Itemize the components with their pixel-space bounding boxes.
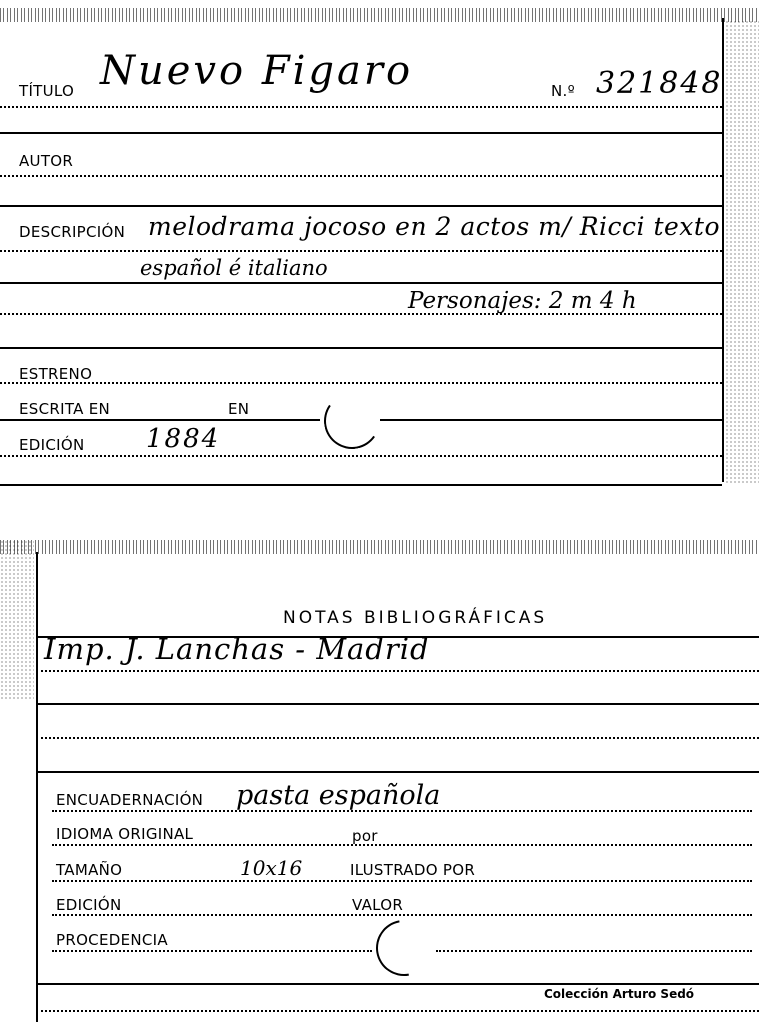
rule: [36, 703, 759, 705]
edicion-value: 1884: [146, 424, 221, 454]
por-label: por: [352, 827, 378, 845]
ilustrado-por-label: ILUSTRADO POR: [350, 861, 476, 879]
rule: [52, 844, 752, 846]
notas-heading: NOTAS BIBLIOGRÁFICAS: [283, 608, 548, 628]
rule: [0, 382, 722, 384]
rule: [52, 880, 752, 882]
descripcion-line-3: Personajes: 2 m 4 h: [408, 288, 637, 314]
notes-line-1: Imp. J. Lanchas - Madrid: [44, 632, 430, 666]
rule: [52, 914, 752, 916]
collection-credit: Colección Arturo Sedó: [544, 987, 695, 1001]
rule: [0, 455, 722, 457]
valor-label: VALOR: [352, 896, 404, 914]
card-border: [36, 552, 38, 1022]
rule: [52, 950, 372, 952]
rule: [36, 670, 759, 672]
rule: [0, 484, 722, 486]
encuadernacion-label: ENCUADERNACIÓN: [56, 791, 204, 809]
descripcion-line-2: español é italiano: [140, 256, 328, 280]
rule: [380, 419, 722, 421]
autor-label: AUTOR: [19, 152, 74, 170]
tamano-value: 10x16: [240, 856, 303, 880]
rule: [0, 282, 722, 284]
estreno-label: ESTRENO: [19, 365, 93, 383]
descripcion-line-1: melodrama jocoso en 2 actos m/ Ricci texto: [148, 212, 721, 241]
rule: [0, 205, 722, 207]
rule: [0, 175, 722, 177]
punch-hole: [365, 909, 443, 987]
escrita-en-en-label: EN: [228, 400, 250, 418]
rule: [0, 347, 722, 349]
card-edge: [0, 540, 759, 554]
rule: [0, 419, 320, 421]
edicion-back-label: EDICIÓN: [56, 896, 122, 914]
rule: [0, 313, 722, 315]
catalog-card-back: [0, 540, 759, 1028]
card-edge: [0, 8, 759, 22]
rule: [36, 737, 759, 739]
rule: [36, 771, 759, 773]
encuadernacion-value: pasta española: [236, 780, 441, 811]
idioma-original-label: IDIOMA ORIGINAL: [56, 825, 194, 843]
catalog-card-front: [0, 0, 759, 495]
titulo-label: TÍTULO: [19, 82, 75, 100]
procedencia-label: PROCEDENCIA: [56, 931, 168, 949]
escrita-en-label: ESCRITA EN: [19, 400, 111, 418]
edicion-label: EDICIÓN: [19, 436, 85, 454]
rule: [0, 106, 722, 108]
titulo-value: Nuevo Figaro: [100, 48, 414, 94]
tamano-label: TAMAÑO: [56, 861, 123, 879]
rule: [436, 950, 752, 952]
descripcion-label: DESCRIPCIÓN: [19, 223, 126, 241]
rule: [52, 810, 752, 812]
number-label: N.º: [551, 82, 575, 100]
rule: [36, 983, 759, 985]
rule: [0, 132, 722, 134]
rule: [36, 636, 759, 638]
rule: [36, 1010, 759, 1012]
number-value: 321848: [596, 66, 723, 101]
punch-hole: [320, 389, 385, 454]
card-edge: [725, 20, 759, 485]
rule: [0, 250, 722, 252]
card-edge: [0, 540, 34, 700]
